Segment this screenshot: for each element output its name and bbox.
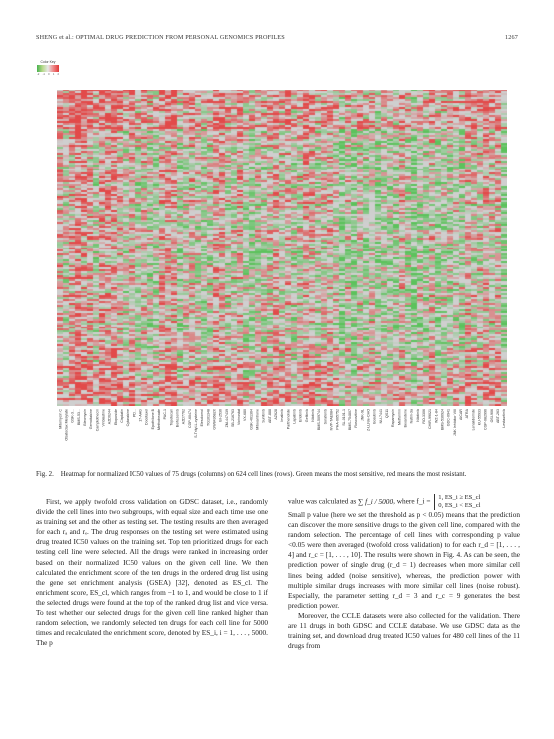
drug-label: Bexarotene bbox=[403, 409, 408, 428]
drug-label: BMS-509744 bbox=[317, 409, 322, 430]
drug-label: 17-AAG bbox=[138, 409, 143, 422]
color-key-tick: 2 bbox=[57, 73, 59, 76]
formula-paragraph bbox=[288, 494, 520, 510]
drug-label: Mitomycin C bbox=[58, 409, 63, 429]
journal-running-title: SHENG et al.: OPTIMAL DRUG PREDICTION FROM PERSONAL GENOMICS PROFILES bbox=[36, 34, 285, 41]
body-paragraph: Moreover, the CCLE datasets were also collected for the validation. There are 11 drugs in both GDSC and CCLE database. We use GDSC data as the training set, and download drug treated IC50 values for 480 cell lines of the 11 drugs from bbox=[288, 610, 520, 651]
color-key-ticks bbox=[37, 73, 59, 76]
drug-label: PD... bbox=[132, 409, 137, 417]
drug-label: AICAR bbox=[459, 409, 463, 420]
figure-caption bbox=[36, 471, 518, 480]
drug-label: GSK-461364 bbox=[249, 409, 254, 430]
drug-label: ZM-447439 bbox=[224, 409, 229, 428]
drug-label: SL-0101-1 bbox=[341, 409, 346, 426]
drug-label: Mitoxantrone bbox=[255, 409, 260, 430]
drug-label: NVP-TAE684 bbox=[329, 409, 334, 431]
drug-label: Gemcitabine bbox=[89, 409, 94, 430]
drug-label: BMS-754807 bbox=[348, 409, 353, 430]
drug-label: RO-3306 bbox=[422, 409, 427, 424]
drug-label: Lenalidomide bbox=[471, 409, 476, 431]
drug-label: SB-216763 bbox=[230, 409, 235, 427]
drug-label: GW843682X bbox=[212, 409, 217, 430]
drug-label: Nilotinib bbox=[415, 409, 420, 422]
color-key-title: Color Key bbox=[40, 60, 56, 64]
right-text-column bbox=[288, 494, 520, 651]
ic50-heatmap bbox=[57, 90, 507, 406]
drug-label: Vinblastine bbox=[101, 409, 106, 427]
color-key-legend bbox=[37, 60, 59, 80]
drug-label: KU-55933 bbox=[477, 409, 482, 426]
drug-label: Etoposide bbox=[113, 409, 118, 425]
drug-label: ABT-888 bbox=[267, 409, 272, 423]
drug-label: NU-7441 bbox=[378, 409, 383, 424]
drug-label: Imatinib bbox=[280, 409, 285, 422]
formula-lead: value was calculated as bbox=[288, 496, 357, 506]
drug-label: WZ-1-84 bbox=[434, 409, 439, 423]
drug-label: Metformin bbox=[397, 409, 402, 425]
drug-label: Camptothecin bbox=[95, 409, 100, 432]
body-paragraph: Small p value (here we set the threshold as p < 0.05) means that the prediction can discover the more sensitive drugs to the given cell line, compared with the random selection. The percentage of cell lines with corresponding p value <0.05 were then averaged (twofold cross validation) to for each r_d = [1, . . . , 4] and r_c = [1, . . . , 10]. The results were shown in Fig. 4. As can be seen, the prediction power of single drug (r_d = 1) decreases when more similar cell lines being added (noise sensitive), whereas, the prediction power with multiple similar drugs increases with more similar cell lines (noise robust). Especially, the parameter setting r_d = 3 and r_c = 9 generates the best prediction power. bbox=[288, 510, 520, 610]
drug-label: Rapamycin bbox=[391, 409, 396, 427]
figure-caption-text: Heatmap for normalized IC50 values of 75 drugs (columns) on 624 cell lines (rows). Green means the most sensitive, red means the most resistant. bbox=[60, 471, 467, 478]
drug-label: BMS-53... bbox=[76, 409, 81, 425]
drug-label: Methotrexate bbox=[156, 409, 161, 430]
drug-label: Bortezomib bbox=[175, 409, 180, 428]
left-text-column bbox=[36, 497, 268, 648]
drug-label: S-Trityl-L-cysteine bbox=[193, 409, 198, 438]
drug-label: CHIR-99021 bbox=[428, 409, 433, 429]
color-key-gradient bbox=[37, 65, 59, 72]
drug-label: Docetaxel bbox=[144, 409, 149, 425]
drug-label: CGP-082996 bbox=[483, 409, 488, 430]
drug-label: JNK-9L bbox=[360, 409, 365, 421]
drug-label: ATRA bbox=[465, 409, 470, 419]
drug-label: Topotecan bbox=[169, 409, 174, 426]
drug-label: PAC-1 bbox=[163, 409, 168, 420]
drug-label: Sunitinib bbox=[261, 409, 266, 423]
piecewise-definition bbox=[434, 494, 480, 510]
drug-label: GSK-3... bbox=[70, 409, 75, 423]
drug-label: AZD6244 bbox=[107, 409, 112, 425]
color-key-tick: 1 bbox=[52, 73, 55, 76]
drug-label: Lestaurtinib bbox=[502, 409, 507, 428]
drug-label: Sorafenib bbox=[323, 409, 328, 425]
drug-label: GDC-0941 bbox=[446, 409, 451, 427]
drug-label: Erlotinib bbox=[298, 409, 303, 422]
drug-label: Nutlin-3a bbox=[409, 409, 414, 424]
drug-label: OSI-906 bbox=[489, 409, 494, 423]
formula-where: , where f_i = bbox=[393, 496, 431, 506]
piecewise-case: 0, ES_i < ES_cl bbox=[438, 502, 481, 509]
drug-label: AZD7762 bbox=[181, 409, 186, 425]
drug-label: Cisplatin bbox=[119, 409, 124, 423]
drug-label: Bleomycin bbox=[82, 409, 87, 426]
formula-sum: ∑ f_i / 5000 bbox=[358, 496, 394, 506]
drug-label: Epothilone B bbox=[150, 409, 155, 430]
drug-label: Cytarabine bbox=[126, 409, 131, 427]
drug-label: Bosutinib bbox=[372, 409, 377, 424]
drug-label: Gefitinib bbox=[304, 409, 309, 423]
piecewise-case: 1, ES_i ≥ ES_cl bbox=[438, 494, 481, 501]
drug-label: AZ628 bbox=[274, 409, 279, 420]
drug-label: PHA-665752 bbox=[335, 409, 340, 430]
drug-label: Z-LLNle-CHO bbox=[366, 409, 371, 431]
drug-label: Obatoclax Mesylate bbox=[64, 409, 69, 441]
color-key-tick: -1 bbox=[42, 73, 45, 76]
drug-label: Lapatinib bbox=[292, 409, 297, 424]
drug-label: CGP-60474 bbox=[187, 409, 192, 428]
drug-label: Vorinostat bbox=[237, 409, 242, 425]
page-number: 1267 bbox=[505, 34, 518, 41]
drug-label: TG101348 bbox=[206, 409, 211, 426]
drug-label: QS11 bbox=[385, 409, 390, 418]
figure-caption-label: Fig. 2. bbox=[36, 471, 54, 478]
drug-label: BI-2536 bbox=[218, 409, 223, 422]
drug-label: JNK Inhibitor VIII bbox=[452, 409, 457, 436]
body-paragraph: First, we apply twofold cross validation on GDSC dataset, i.e., randomly divide the cell lines into two subgroups, with equal size and each time use one as training set and the other as testing set. The testing results are then averaged for each rₐ and rₑ. The drug responses on the testing set were estimated using drug treated IC50 values on the training set. Top ten prioritized drugs for each testing cell line were selected. All the drugs were ranked in increasing order based on their normalized IC50 values on the given cell line. We then calculated the enrichment score of the ten drugs in the ordered drug list using the gene set enrichment analysis (GSEA) [32], denoted as ES_cl. The enrichment score, ES_cl, which ranges from −1 to 1, and would be close to 1 if the selected drugs were found at the top of the ranked drug list and vice versa. To test whether our selected drugs for the given cell line ranked higher than random selection, we randomly selected ten drugs for each cell line for 5000 times and recalculated the enrichment score, denoted by ES_i, i = 1, . . . , 5000. The p bbox=[36, 497, 268, 648]
drug-label: Roscovitine bbox=[354, 409, 359, 428]
drug-label: VX-680 bbox=[243, 409, 248, 421]
color-key-tick: -2 bbox=[37, 73, 40, 76]
drug-label: Parthenolide bbox=[286, 409, 291, 430]
drug-label: Elesclomol bbox=[200, 409, 205, 427]
drug-label: ABT-263 bbox=[495, 409, 500, 423]
drug-label: Nilotinib bbox=[311, 409, 316, 422]
color-key-tick: 0 bbox=[48, 73, 50, 76]
drug-label: BMS-536924 bbox=[440, 409, 445, 430]
